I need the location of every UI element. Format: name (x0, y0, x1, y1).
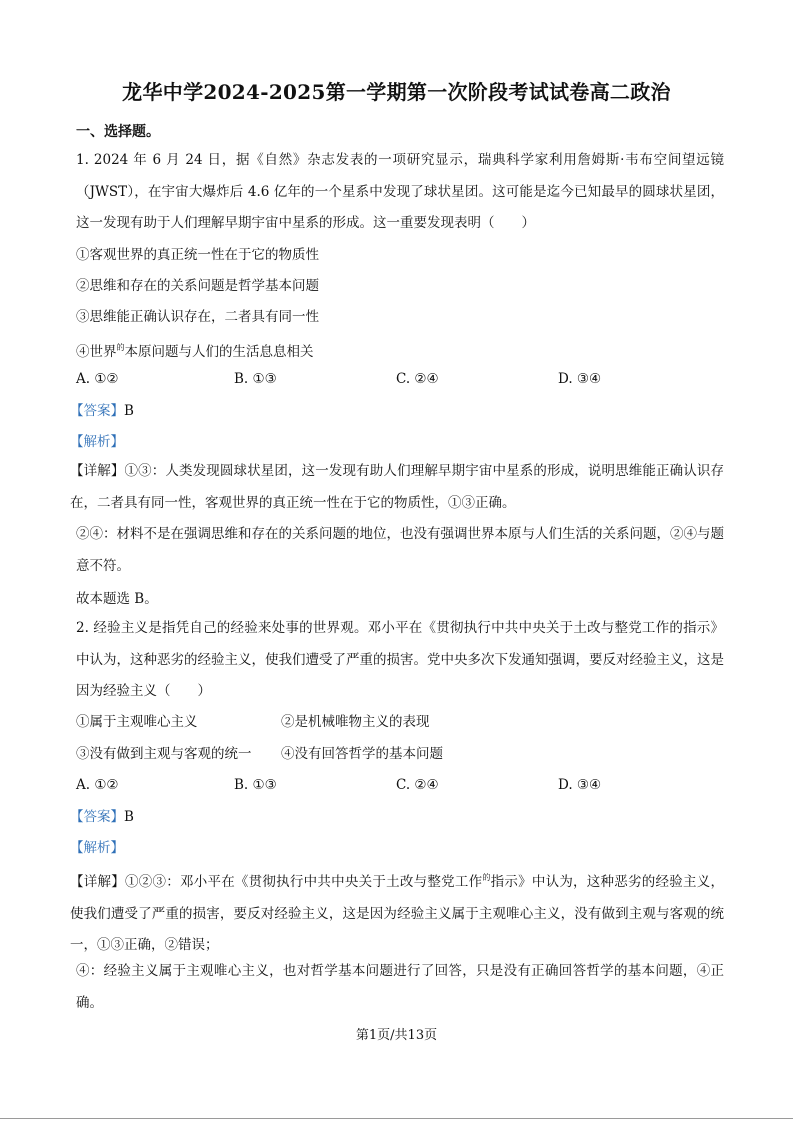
q1-answer (70, 402, 134, 420)
q1-option-d: D. ③④ (558, 371, 602, 387)
q1-item-1: ①客观世界的真正统一性在于它的物质性 (76, 247, 319, 263)
q2-answer-tag: 【答案】 (70, 809, 124, 825)
page-title: 龙华中学2024-2025第一学期第一次阶段考试试卷高二政治 (122, 80, 671, 104)
q1-detail-1: 【详解】①③：人类发现圆球状星团，这一发现有助人们理解早期宇宙中星系的形成，说明思维能正确认识存在，二者具有同一性，客观世界的真正统一性在于它的物质性，①③正确。 (70, 463, 724, 511)
q1-item-4-pre: ④世界 (76, 344, 117, 360)
q2-analysis-tag: 【解析】 (70, 840, 124, 856)
q2-detail-2: ④：经验主义属于主观唯心主义，也对哲学基本问题进行了回答，只是没有正确回答哲学的基本问题，④正确。 (76, 963, 724, 1011)
q2-item-3: ③没有做到主观与客观的统一 (76, 746, 252, 762)
q1-analysis-tag: 【解析】 (70, 434, 124, 450)
q1-option-b: B. ①③ (234, 371, 277, 387)
q1-answer-value: B (124, 403, 134, 419)
q1-conclusion: 故本题选 B。 (76, 591, 158, 607)
q2-option-c: C. ②④ (396, 777, 439, 793)
q2-option-a: A. ①② (76, 777, 119, 793)
q1-option-a: A. ①② (76, 371, 119, 387)
q1-answer-tag: 【答案】 (70, 403, 124, 419)
bottom-divider (0, 1118, 793, 1119)
q2-answer (70, 808, 134, 826)
q1-item-4-post: 本原问题与人们的生活息息相关 (124, 344, 314, 360)
q2-stem: 2. 经验主义是指凭自己的经验来处事的世界观。邓小平在《贯彻执行中共中央关于土改与整党工作的指示》中认为，这种恶劣的经验主义，使我们遭受了严重的损害。党中央多次下发通知强调，要反对经验主义，这是因为经验主义（ ） (76, 620, 724, 699)
q2-item-4: ④没有回答哲学的基本问题 (281, 746, 443, 762)
q2-item-2: ②是机械唯物主义的表现 (281, 714, 430, 730)
q1-detail-2: ②④：材料不是在强调思维和存在的关系问题的地位，也没有强调世界本原与人们生活的关系问题，②④与题意不符。 (76, 526, 724, 574)
q2-detail-1 (70, 862, 724, 962)
section-heading: 一、选择题。 (76, 124, 160, 140)
q2-answer-value: B (124, 809, 134, 825)
q2-detail-1-pre: 【详解】①②③：邓小平在《贯彻执行中共中央关于土改与整党工作 (70, 874, 483, 890)
q1-stem: 1. 2024 年 6 月 24 日，据《自然》杂志发表的一项研究显示，瑞典科学家利用詹姆斯·韦布空间望远镜（JWST），在宇宙大爆炸后 4.6 亿年的一个星系中发现了球状星团。这可能是迄今已知最早的圆球状星团，这一发现有助于人们理解早期宇宙中星系的形成。这一重要发现表明（ ） (76, 152, 724, 231)
q1-item-2: ②思维和存在的关系问题是哲学基本问题 (76, 278, 319, 294)
q1-item-4 (76, 339, 314, 361)
q1-item-4-sup: 的 (116, 343, 125, 352)
page-footer: 第1页/共13页 (355, 1028, 438, 1043)
q2-detail-1-sup: 的 (482, 873, 491, 882)
q2-detail-1-post: 指示》中认为，这种恶劣的经验主义，使我们遭受了严重的损害，要反对经验主义，这是因为经验主义属于主观唯心主义，没有做到主观与客观的统一，①③正确，②错误； (70, 874, 725, 953)
q2-item-1: ①属于主观唯心主义 (76, 714, 198, 730)
q1-item-3: ③思维能正确认识存在，二者具有同一性 (76, 309, 319, 325)
q1-option-c: C. ②④ (396, 371, 439, 387)
q2-option-d: D. ③④ (558, 777, 602, 793)
q2-option-b: B. ①③ (234, 777, 277, 793)
